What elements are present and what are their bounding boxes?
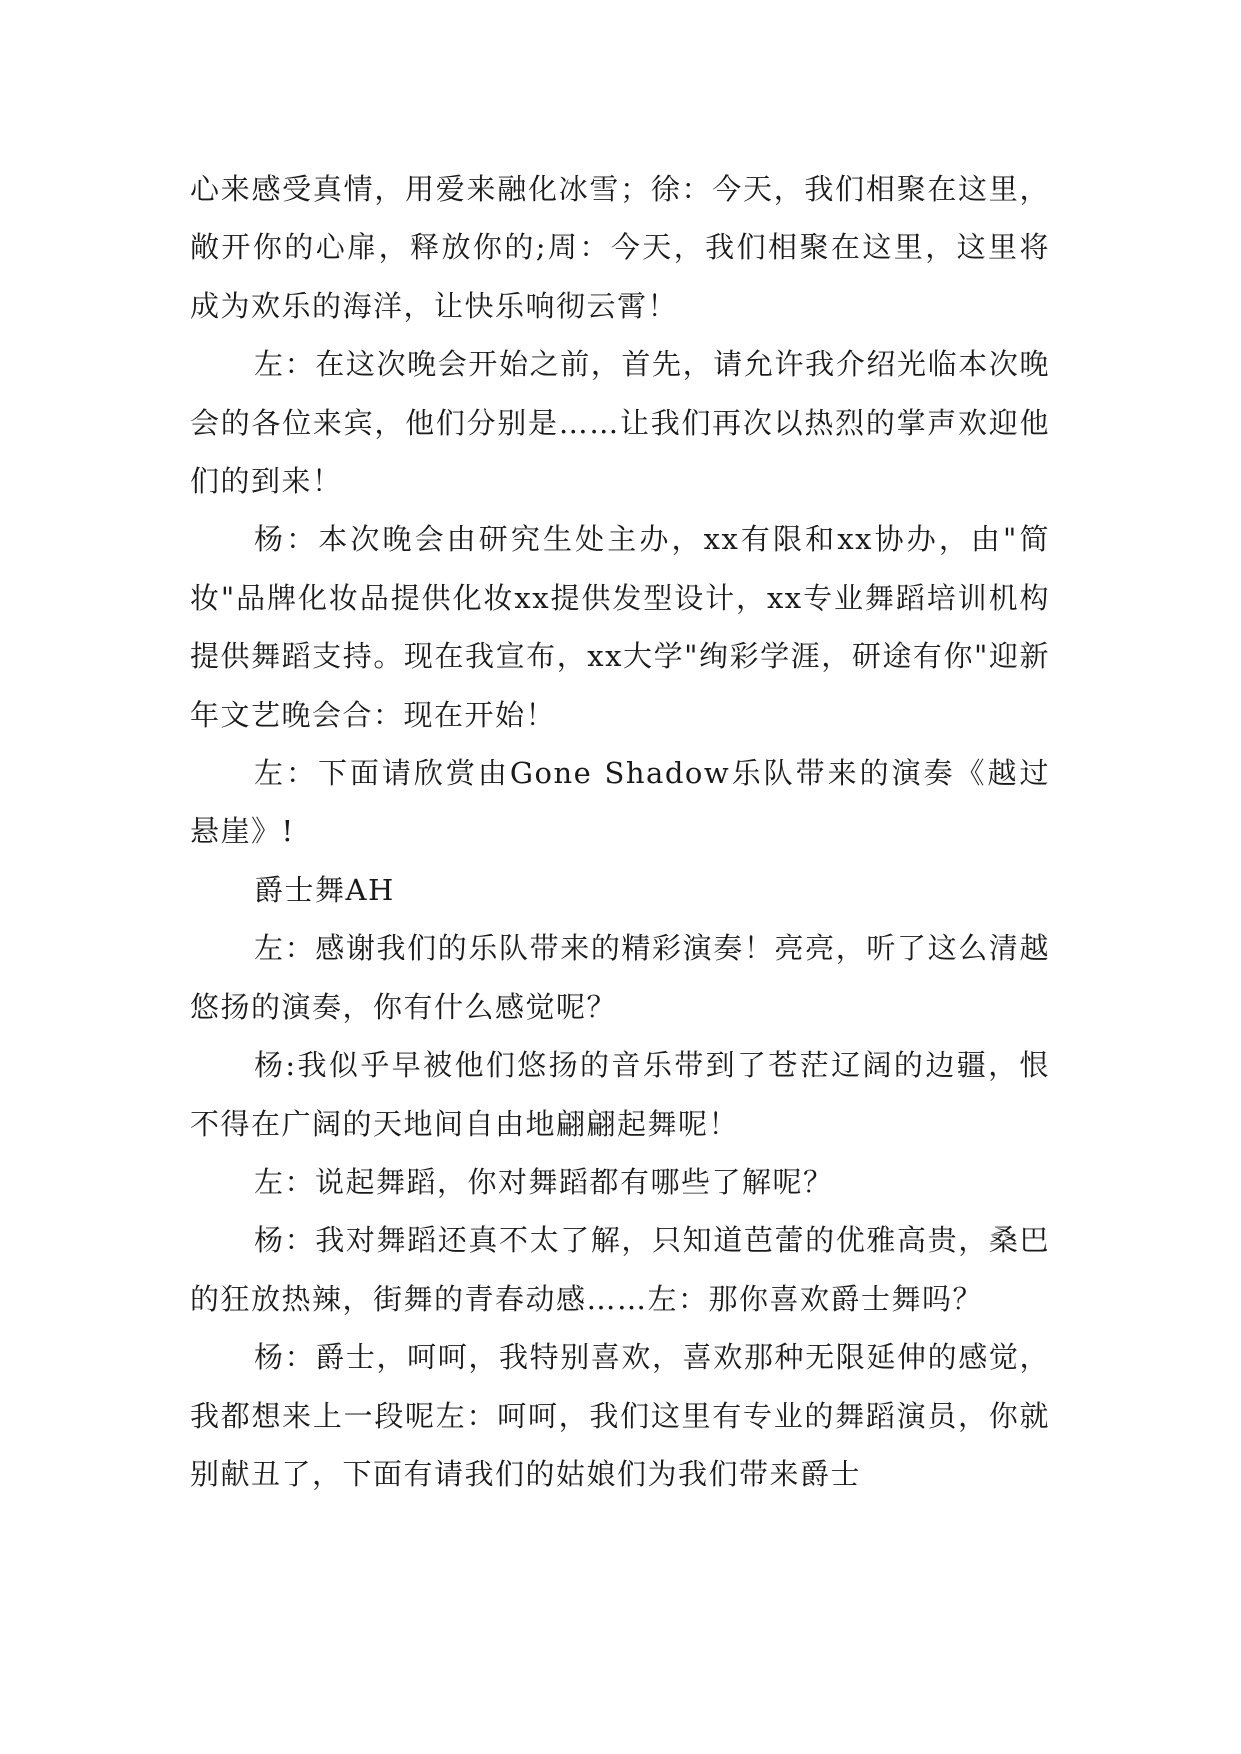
paragraph-7: 杨:我似乎早被他们悠扬的音乐带到了苍茫辽阔的边疆，恨不得在广阔的天地间自由地翩翩起舞呢！ bbox=[190, 1048, 1050, 1141]
paragraph-3: 杨：本次晚会由研究生处主办，xx有限和xx协办，由"简妆"品牌化妆品提供化妆xx提供发型设计，xx专业舞蹈培训机构提供舞蹈支持。现在我宣布，xx大学"绚彩学涯，研途有你"迎新年文艺晚会合：现在开始！ bbox=[190, 522, 1050, 732]
paragraph-4: 左：下面请欣赏由Gone Shadow乐队带来的演奏《越过悬崖》! bbox=[190, 756, 1050, 849]
document-body bbox=[190, 160, 1050, 1503]
paragraph-2: 左：在这次晚会开始之前，首先，请允许我介绍光临本次晚会的各位来宾，他们分别是……让我们再次以热烈的掌声欢迎他们的到来！ bbox=[190, 347, 1050, 499]
paragraph-6: 左：感谢我们的乐队带来的精彩演奏！亮亮，听了这么清越悠扬的演奏，你有什么感觉呢？ bbox=[190, 931, 1050, 1024]
paragraph-1: 心来感受真情，用爱来融化冰雪；徐：今天，我们相聚在这里，敞开你的心扉，释放你的;周：今天，我们相聚在这里，这里将成为欢乐的海洋，让快乐响彻云霄！ bbox=[190, 172, 1050, 323]
paragraph-10: 杨：爵士，呵呵，我特别喜欢，喜欢那种无限延伸的感觉，我都想来上一段呢左：呵呵，我们这里有专业的舞蹈演员，你就别献丑了，下面有请我们的姑娘们为我们带来爵士 bbox=[190, 1340, 1050, 1491]
paragraph-8: 左：说起舞蹈，你对舞蹈都有哪些了解呢？ bbox=[254, 1164, 834, 1199]
paragraph-9: 杨：我对舞蹈还真不太了解，只知道芭蕾的优雅高贵，桑巴的狂放热辣，街舞的青春动感……左：那你喜欢爵士舞吗？ bbox=[190, 1223, 1050, 1316]
paragraph-5: 爵士舞AH bbox=[254, 872, 395, 907]
